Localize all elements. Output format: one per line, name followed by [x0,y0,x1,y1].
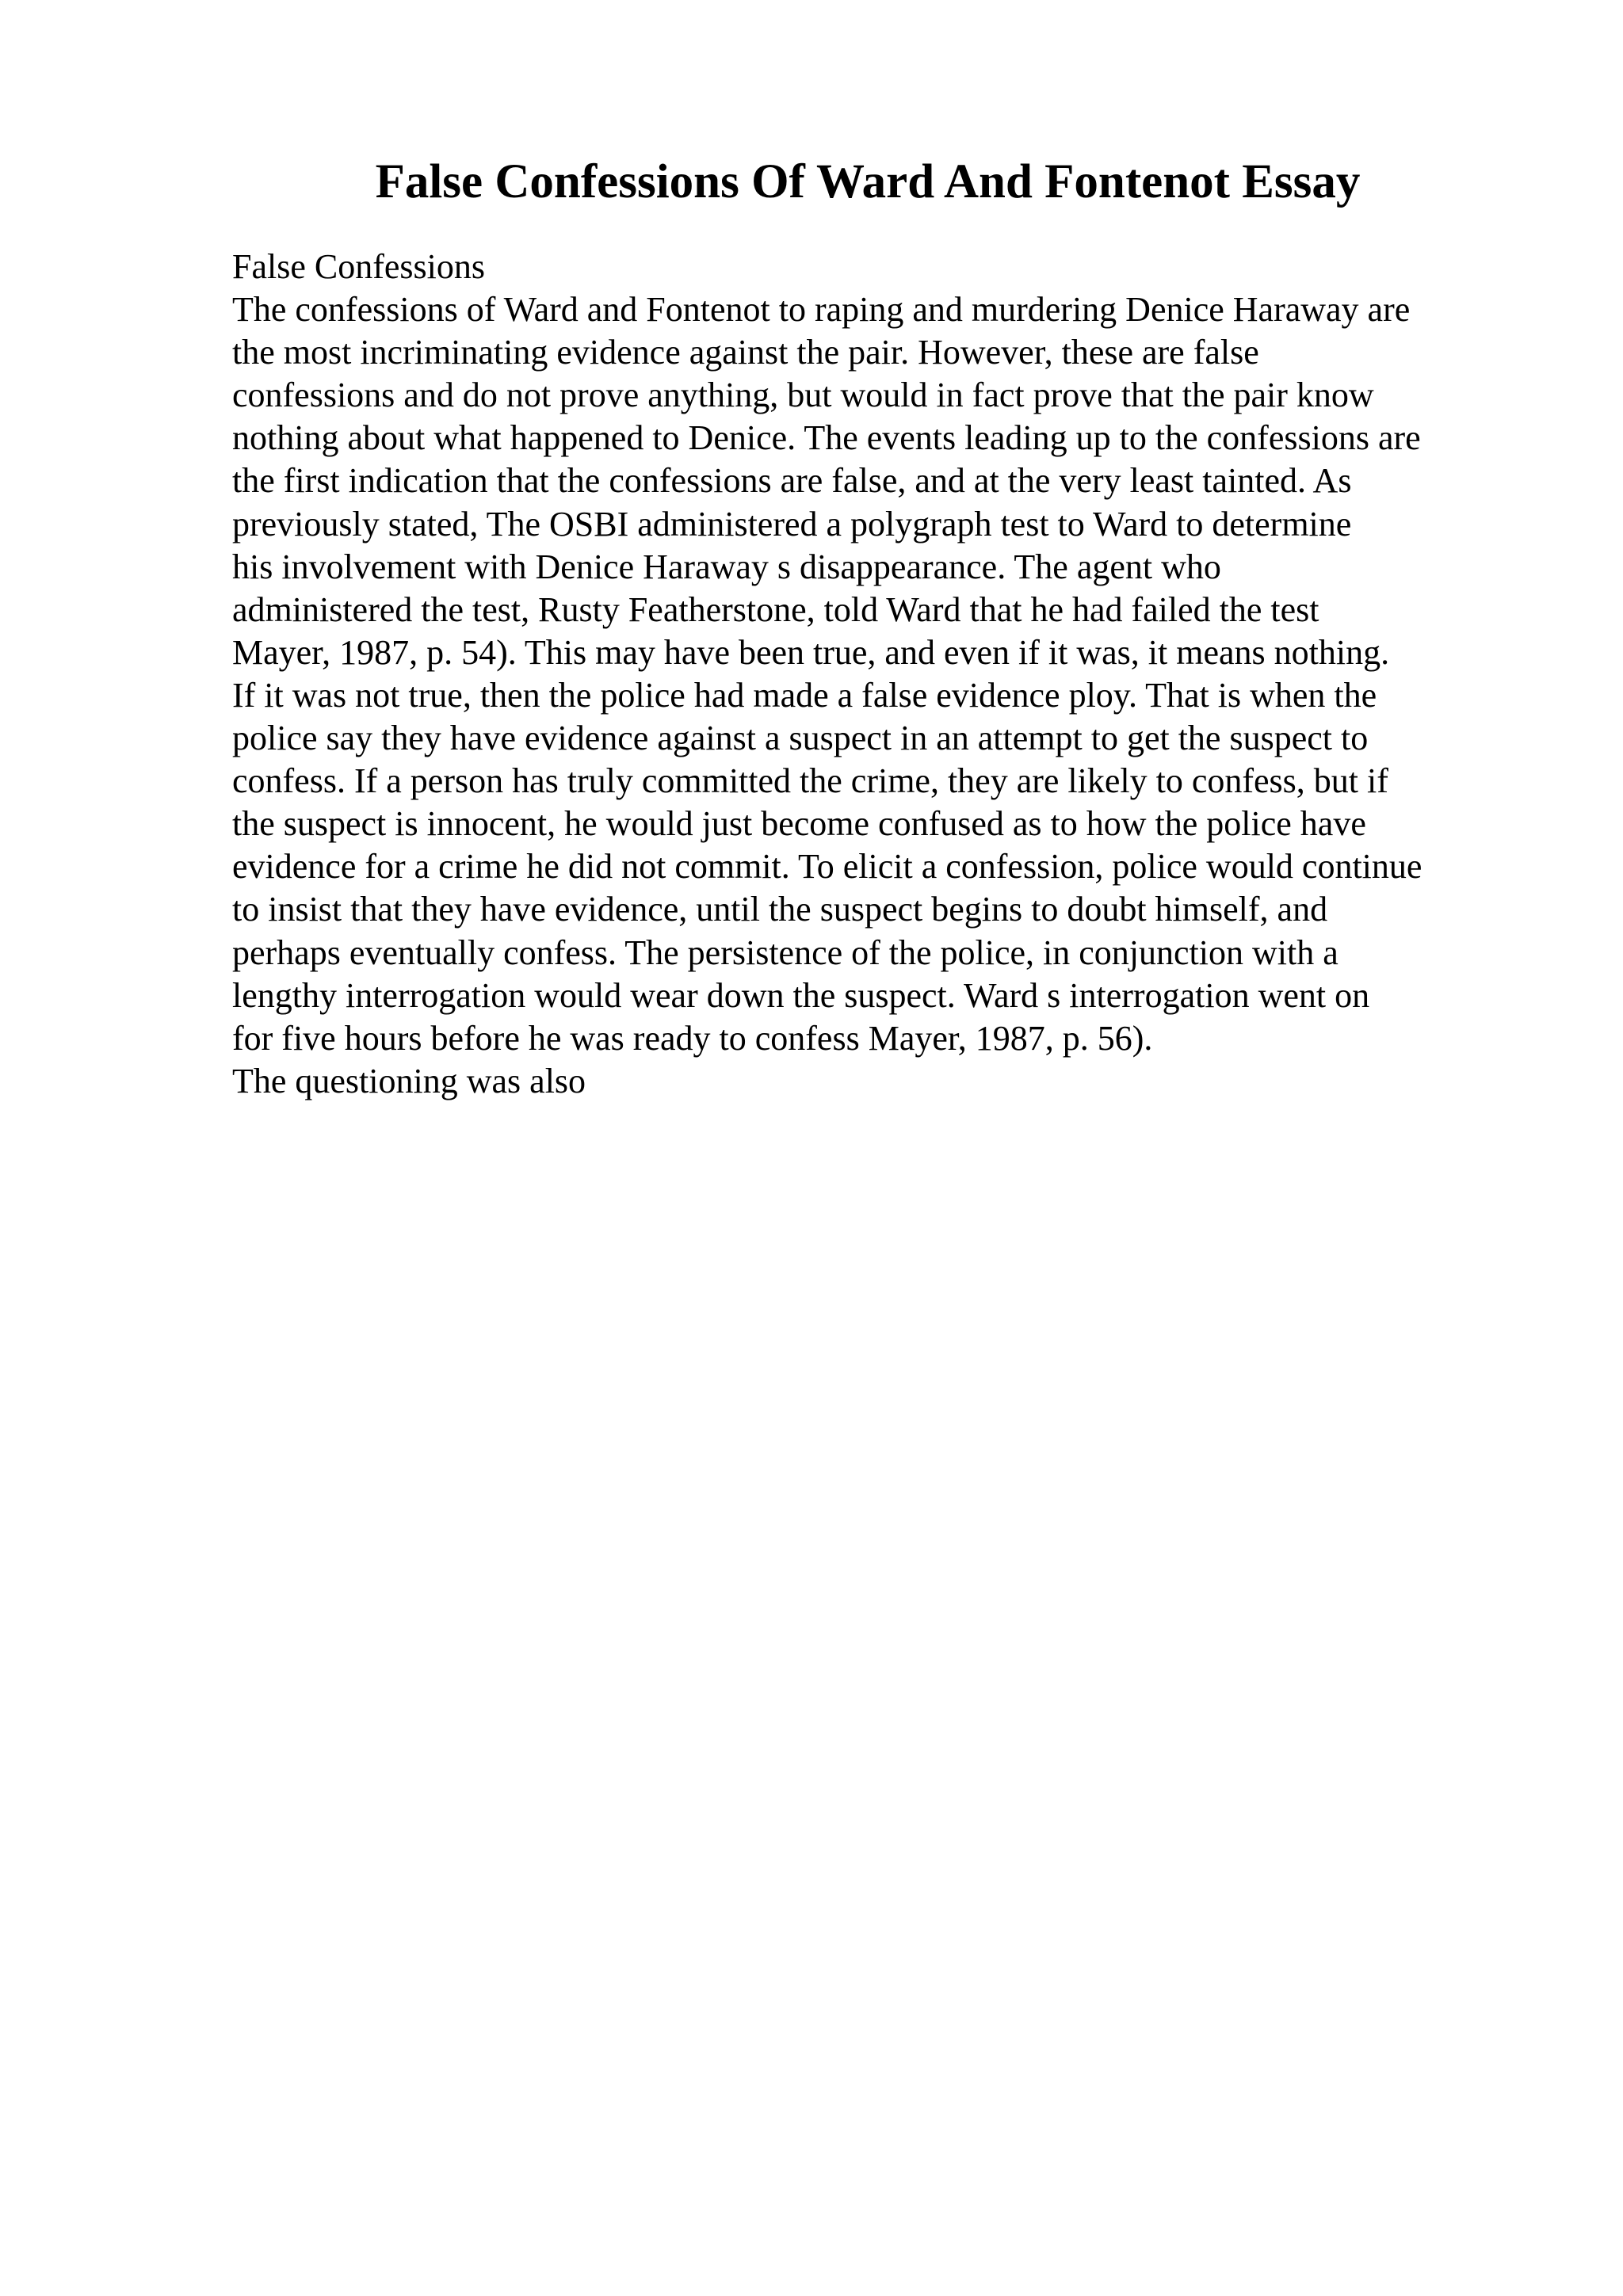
body-line: The confessions of Ward and Fontenot to raping and murdering Denice Haraway are [232,290,1411,330]
section-heading: False Confessions [232,247,485,286]
body-line: confessions and do not prove anything, but would in fact prove that the pair know [232,376,1374,415]
body-line: lengthy interrogation would wear down the suspect. Ward s interrogation went on [232,975,1370,1015]
body-line: The questioning was also [232,1061,586,1100]
body-line: If it was not true, then the police had made a false evidence ploy. That is when the [232,675,1377,715]
body-line: the suspect is innocent, he would just become confused as to how the police have [232,804,1366,844]
body-line: police say they have evidence against a suspect in an attempt to get the suspect to [232,719,1369,758]
essay-title: False Confessions Of Ward And Fontenot Essay [375,155,1361,208]
body-line: Mayer, 1987, p. 54). This may have been true, and even if it was, it means nothing. [232,632,1390,672]
body-line: the most incriminating evidence against the pair. However, these are false [232,333,1259,372]
body-line: nothing about what happened to Denice. The events leading up to the confessions are [232,418,1421,458]
body-line: the first indication that the confessions are false, and at the very least tainted. As [232,461,1352,501]
body-line: confess. If a person has truly committed the crime, they are likely to confess, but if [232,761,1388,801]
body-line: previously stated, The OSBI administered a polygraph test to Ward to determine [232,504,1352,543]
body-line: for five hours before he was ready to confess Mayer, 1987, p. 56). [232,1018,1153,1058]
body-line: to insist that they have evidence, until the suspect begins to doubt himself, and [232,890,1328,929]
body-line: perhaps eventually confess. The persistence of the police, in conjunction with a [232,933,1338,972]
body-line: administered the test, Rusty Featherstone, told Ward that he had failed the test [232,589,1319,629]
essay-body [232,246,1595,1103]
body-line: his involvement with Denice Haraway s disappearance. The agent who [232,547,1221,586]
body-line: evidence for a crime he did not commit. To elicit a confession, police would continue [232,847,1423,887]
